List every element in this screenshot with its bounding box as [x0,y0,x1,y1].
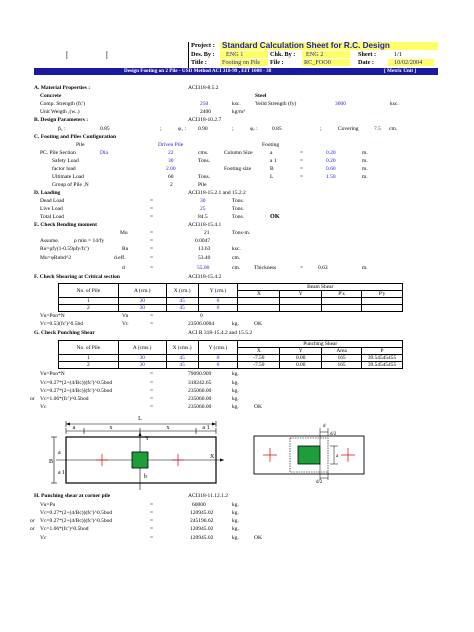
col-header: P'y [362,291,403,298]
diagram-label-x: x [109,425,113,431]
punching-detail-diagram [246,422,376,484]
diagram-label-a: a [58,450,61,456]
thickness-label: Thickness [254,265,277,271]
diagram-label-b: B [49,459,54,465]
table-cell [362,305,403,312]
col-header: Y (cm.) [198,284,238,298]
vu-formula: Vu=Pu [40,502,56,508]
vc3-value: 235060.00 [188,396,212,402]
factor-load-label: factor load [52,166,76,172]
chk-by-label: Chk. By : [270,51,296,58]
table-cell: 30 [118,305,166,312]
table-cell: 1 [59,298,119,305]
col-header: Y [280,291,322,298]
vc1-unit: kg. [232,380,239,386]
equals: = [150,518,154,524]
safety-load-unit: Tons. [198,158,210,164]
vu-value: 79090.909 [188,371,212,377]
section-h-heading: H. Punching shear at corner pile [34,493,111,499]
pile-type: Driven Pile [158,142,184,148]
or-label: or [30,526,35,532]
vc-label: Vc [122,321,129,327]
shear-ok: OK [254,321,262,327]
wc-label: Unit Weigth ,(w..) [40,109,80,115]
title-label: Title : [191,59,207,66]
equals: = [150,265,154,271]
section-f-heading: F. Check Shearing at Critical section [34,274,120,280]
diagram-label-a2: d/2 [316,480,323,484]
dead-load-value: 30 [200,198,206,204]
or-label: or [30,396,35,402]
table-cell: 1 [59,355,119,362]
diagram-label-a: a [336,454,339,459]
equals: = [150,313,154,319]
footing-label: Footing [262,142,280,148]
live-load-value: 25 [200,206,206,212]
table-cell: 0 [198,305,238,312]
table-cell: 30 [118,355,166,362]
covering-label: Covering [338,126,359,132]
equals: = [150,502,154,508]
fc-label: Comp. Strength (fc') [40,101,86,107]
vc3-formula: Vc=1.06*(fc')^0.5bod [40,526,89,532]
diagram-label-a: a [72,425,76,431]
pc-unit: cms. [198,150,209,156]
ru-label: Ru [122,246,129,252]
col-header: Beam Shear [238,284,403,291]
vu-value: 0 [200,313,203,319]
equals: = [150,396,154,402]
total-load-value: 84.5 [198,214,208,220]
thickness-unit: m. [362,265,368,271]
section-e-heading: E. Check Bending moment [34,222,97,228]
l-label: L [270,174,274,180]
vc3-unit: kg. [232,526,239,532]
phi1-value: 0.90 [198,126,208,132]
safety-load-label: Safety Load [52,158,79,164]
vc2-unit: kg. [232,388,239,394]
equals: = [300,166,304,172]
diagram-label-l: L [138,416,142,422]
col-header: No. of Pile [59,341,119,355]
table-cell: 0 [198,355,238,362]
vc2-unit: kg. [232,518,239,524]
vu-formula: Vu=Pon*N [40,371,65,377]
file-label: File : [270,59,284,66]
col-header: Punching Shear [238,341,403,348]
covering-value: 7.5 [374,126,381,132]
group-pile-value: 2 [170,182,173,188]
col-header: Area [322,348,362,355]
live-load-unit: Tons. [232,206,244,212]
band-text: Design Footing on 2 Pile - USD Method ACI 318-99 , EIT 1008 - 38 [124,68,272,74]
section-d-ref: ACI318-15.2.1 and 15.2.2 [188,190,246,196]
col-header: No. of Pile [59,284,119,298]
vu-unit: kg. [232,502,239,508]
beta1-label: β₁ : [58,126,66,132]
divider [188,42,189,68]
equals: = [150,198,154,204]
diagram-label-x: x [166,425,170,431]
vc2-formula: Vc=0.27*(2+(4/Bc))(fc')^0.5bod [40,388,113,394]
table-cell: 0.00 [280,355,322,362]
punching-ok: OK [254,404,262,410]
vc2-value: 245196.62 [190,518,214,524]
equals: = [150,380,154,386]
col-header: P'x [322,291,362,298]
table-row [59,305,403,312]
project-title: Standard Calculation Sheet for R.C. Design [222,41,390,50]
phi2-label: φᵥ : [250,126,258,132]
table-cell [362,298,403,305]
equals: = [150,388,154,394]
or-label: or [30,518,35,524]
a-label: a [270,150,273,156]
equals: = [150,510,154,516]
section-g-ref: ACI R 318-15.4.2 and 15.5.2 [188,330,253,336]
mu-label: Mu [120,230,128,236]
section-b-ref: ACI318-10.2.7 [188,117,222,123]
section-d-heading: D. Loading [34,190,61,196]
equals: = [150,321,154,327]
steel-label: Steel [255,93,267,99]
concrete-label: Concrete [40,93,62,99]
table-cell [280,298,322,305]
d-value: 55.00 [197,265,210,271]
col-header: X (cm.) [166,284,198,298]
vc-value: 235060.00 [188,404,212,410]
vc3-formula: Vc=1.06*(fc')^0.5bod [40,396,89,402]
mu-unit: Tons-m. [232,230,251,236]
equals: = [150,246,154,252]
pc-label: PC. Pile Section [40,150,76,156]
factor-load-value: 2.00 [166,166,176,172]
table-cell: 45 [166,355,198,362]
equals: = [150,238,154,244]
deff-unit: cm. [232,255,241,261]
equals: = [150,206,154,212]
ultimate-load-value: 60 [168,174,174,180]
a1-value: 0.20 [326,158,336,164]
fy-value: 3000 [335,101,346,107]
equals: = [150,214,154,220]
equals: = [150,255,154,261]
phi1-label: φ₁ : [178,126,186,132]
vc1-formula: Vc=0.27*(2+(4/Bc))(fc')^0.5bod [40,510,113,516]
des-by-label: Des. By : [191,51,215,58]
vc3-unit: kg. [232,396,239,402]
table-cell: 39.54545455 [362,355,403,362]
col-header: X [238,348,280,355]
table-cell: -7.50 [238,362,280,369]
diagram-label-a1: a 1 [202,425,210,431]
thickness-value: 0.63 [318,265,328,271]
table-cell: -7.50 [238,355,280,362]
b-value: 0.60 [326,166,336,172]
vu-formula: Vu=Pon*N [40,313,65,319]
vu-value: 60000 [192,502,206,508]
col-header: Y [280,348,322,355]
wc-value: 2400 [200,109,211,115]
deff-value: 53.40 [198,255,211,261]
vc1-unit: kg. [232,510,239,516]
vc-unit: kg. [232,404,239,410]
table-row [59,355,403,362]
table-cell: 45 [166,305,198,312]
wc-unit: kg/m³ [232,109,245,115]
section-a-heading: A. Material Properties : [34,85,91,91]
col-header: P [362,348,403,355]
vc1-formula: Vc=0.27*(2+(4/Bc))(fc')^0.5bod [40,380,113,386]
fc-unit: ksc. [232,101,241,107]
ru-value: 13.63 [198,246,211,252]
beam-shear-table [58,283,403,312]
band-unit: [ Metric Unit ] [384,68,417,74]
total-load-ok: OK [270,213,280,220]
a-unit: m. [362,150,368,156]
equals: = [150,526,154,532]
group-pile-unit: Pile [198,182,207,188]
header-mark: | [66,50,68,59]
table-cell [322,305,362,312]
footing-plan-diagram [44,412,234,492]
equals: = [300,150,304,156]
section-a-ref: ACI318-8.5.2 [188,85,219,91]
separator: ; [232,126,234,132]
equals: = [150,371,154,377]
col-header: A (cm.) [118,284,166,298]
design-band [34,68,438,75]
b-unit: m. [362,166,368,172]
separator: ; [320,126,322,132]
vc3-value: 120945.02 [190,526,214,532]
vc-value: 120945.02 [190,535,214,541]
footing-size-label: Footing size [224,166,252,172]
equals: = [150,535,154,541]
pc-value: 22 [168,150,174,156]
ru-formula: Ru=ρfy(1-0.59ρfy/fc') [40,246,89,252]
vc-formula: Vc=0.53(fc')^0.5bd [40,321,84,327]
col-header: A (cms.) [118,341,166,355]
sheet-label: Sheet : [358,51,377,58]
ultimate-load-label: Ultimate Load [52,174,84,180]
table-row [59,362,403,369]
table-cell: 30 [118,362,166,369]
mu-formula: Mu=φRubd^2 [40,255,72,261]
dead-load-label: Dead Load [40,198,65,204]
table-cell: 0.00 [280,362,322,369]
table-cell: 2 [59,305,119,312]
a-value: 0.20 [326,150,336,156]
col-header: X [238,291,280,298]
des-by-value: ENG 1 [226,51,244,58]
total-load-label: Total Load [40,214,64,220]
table-cell: 45 [166,362,198,369]
assume-label: Assume. [40,238,60,244]
vc2-formula: Vc=0.27*(2+(4/Bc))(fc')^0.5bod [40,518,113,524]
table-row [59,298,403,305]
diagram-label-x-axis: X [210,454,215,460]
section-g-heading: G. Check Punching Shear [34,330,95,336]
group-pile-label: Group of Pile ,N [52,182,89,188]
a1-label: a 1 [270,158,277,164]
pile-label: Pile [76,142,85,148]
beta1-value: 0.85 [100,126,110,132]
date-label: Date : [358,59,374,66]
vc-label: Vc [40,535,47,541]
title-block [34,42,438,68]
title-value: Footing on Pile [222,59,261,66]
corner-ok: OK [254,535,262,541]
ultimate-load-unit: Tons. [198,174,210,180]
fy-label: Yeild Strength (fy) [255,101,297,107]
vc-value: 23506.0004 [188,321,215,327]
section-e-ref: ACI318-15.4.1 [188,222,222,228]
mu-value: 21 [204,230,210,236]
table-cell: 0 [198,298,238,305]
vc1-value: 120945.02 [190,510,214,516]
section-b-heading: B. Design Parameters : [34,117,89,123]
total-load-unit: Tons. [232,214,244,220]
separator: ; [160,126,162,132]
table-cell [322,298,362,305]
table-cell: 2 [59,362,119,369]
table-cell: 165 [322,362,362,369]
sheet-value: 1/1 [394,51,402,58]
date-value: 10/02/2004 [394,59,423,66]
equals: = [300,174,304,180]
rho-label: ρ min = 14/fy [74,238,105,244]
chk-by-value: ENG 2 [306,51,324,58]
table-cell: 45 [166,298,198,305]
equals: = [300,265,304,271]
diagram-label-b-small: b [144,474,147,480]
a1-unit: m. [362,158,368,164]
vu-label: Vu [122,313,129,319]
section-c-heading: C. Footing and Piles Configuration [34,134,117,140]
live-load-label: Live Load [40,206,63,212]
vc-label: Vc [40,404,47,410]
header-mark: | [106,50,108,59]
table-cell [280,305,322,312]
l-unit: m. [362,174,368,180]
col-header: X (cms.) [166,341,198,355]
vu-unit: kg. [232,371,239,377]
d-label: d [122,265,125,271]
l-value: 1.50 [326,174,336,180]
vc-unit: kg. [232,535,239,541]
section-f-ref: ACI318-15.4.2 [188,274,222,280]
ru-unit: ksc. [232,246,241,252]
fy-unit: ksc. [390,101,399,107]
punching-shear-table [58,340,403,369]
diagram-label-d: d [323,424,326,429]
section-h-ref: ACI318-11.12.1.2 [188,493,228,499]
phi2-value: 0.85 [272,126,282,132]
col-header: Y (cms.) [198,341,238,355]
fc-value: 250 [200,101,209,107]
diagram-label-d2: d/2 [330,432,337,437]
d-unit: cm. [232,265,241,271]
safety-load-value: 30 [168,158,174,164]
table-cell: 0 [198,362,238,369]
equals: = [150,404,154,410]
diagram-label-a1: a 1 [58,470,66,476]
table-cell: 39.54545455 [362,362,403,369]
vc1-value: 318242.65 [188,380,212,386]
file-value: RC_FOO0 [304,59,331,66]
b-label: B [270,166,274,172]
vc2-value: 235060.00 [188,388,212,394]
table-cell [238,305,280,312]
vc-unit: kg. [232,321,239,327]
project-label: Project : [191,42,215,49]
dead-load-unit: Tons. [232,198,244,204]
equals: = [300,158,304,164]
table-cell: 165 [322,355,362,362]
pc-type: Dia [100,150,108,156]
covering-unit: cm. [389,126,398,132]
table-cell: 30 [118,298,166,305]
deff-label: d.eff. [114,255,126,261]
diagram-label-y: Y [145,436,150,442]
equals: = [150,230,154,236]
table-cell [238,298,280,305]
rho-value: 0.0047 [195,238,211,244]
column-size-label: Column Size [224,150,253,156]
